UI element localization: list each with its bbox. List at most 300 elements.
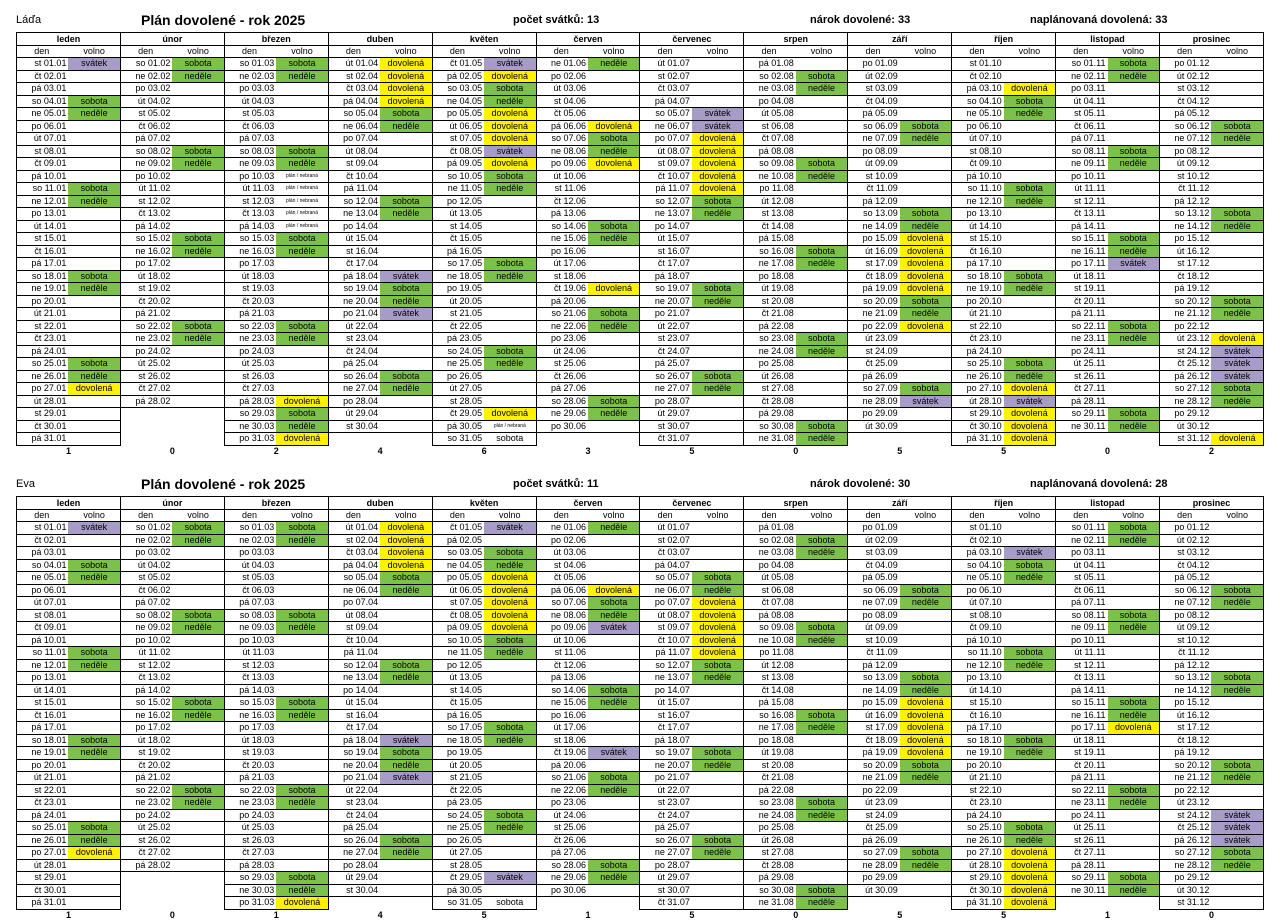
free-cell[interactable] (276, 108, 328, 121)
free-cell[interactable]: sobota (484, 433, 536, 446)
free-cell[interactable] (796, 584, 848, 597)
free-cell[interactable]: sobota (68, 358, 120, 371)
free-cell[interactable]: neděle (1004, 747, 1056, 760)
free-cell[interactable] (380, 170, 432, 183)
free-cell[interactable] (68, 897, 120, 910)
free-cell[interactable]: dovolená (1108, 722, 1160, 735)
free-cell[interactable] (172, 95, 224, 108)
free-cell[interactable]: dovolená (900, 747, 952, 760)
free-cell[interactable]: neděle (588, 233, 640, 246)
free-cell[interactable] (1004, 634, 1056, 647)
free-cell[interactable] (796, 233, 848, 246)
free-cell[interactable] (68, 220, 120, 233)
free-cell[interactable] (380, 634, 432, 647)
free-cell[interactable]: sobota (380, 747, 432, 760)
free-cell[interactable] (1004, 809, 1056, 822)
free-cell[interactable]: sobota (1108, 58, 1160, 71)
free-cell[interactable] (484, 395, 536, 408)
free-cell[interactable]: neděle (276, 158, 328, 171)
free-cell[interactable]: sobota (172, 233, 224, 246)
free-cell[interactable]: dovolená (1211, 433, 1263, 446)
free-cell[interactable]: dovolená (484, 158, 536, 171)
free-cell[interactable]: sobota (692, 370, 744, 383)
free-cell[interactable] (1211, 195, 1263, 208)
free-cell[interactable] (484, 308, 536, 321)
free-cell[interactable] (796, 822, 848, 835)
free-cell[interactable] (900, 647, 952, 660)
free-cell[interactable]: dovolená (380, 95, 432, 108)
free-cell[interactable]: dovolená (692, 158, 744, 171)
free-cell[interactable]: neděle (1211, 395, 1263, 408)
free-cell[interactable] (1211, 734, 1263, 747)
free-cell[interactable] (484, 709, 536, 722)
free-cell[interactable] (1108, 559, 1160, 572)
free-cell[interactable]: sobota (796, 622, 848, 635)
free-cell[interactable] (172, 308, 224, 321)
free-cell[interactable]: dovolená (900, 709, 952, 722)
free-cell[interactable] (172, 659, 224, 672)
free-cell[interactable] (796, 408, 848, 421)
free-cell[interactable] (1108, 308, 1160, 321)
free-cell[interactable]: sobota (276, 872, 328, 885)
free-cell[interactable] (900, 822, 952, 835)
free-cell[interactable]: plán / nebraná (484, 420, 536, 433)
free-cell[interactable] (68, 333, 120, 346)
free-cell[interactable] (68, 208, 120, 221)
free-cell[interactable] (1108, 183, 1160, 196)
free-cell[interactable] (276, 647, 328, 660)
free-cell[interactable] (796, 697, 848, 710)
free-cell[interactable]: plán / nebraná (276, 195, 328, 208)
free-cell[interactable] (380, 822, 432, 835)
free-cell[interactable]: sobota (68, 270, 120, 283)
free-cell[interactable]: sobota (692, 572, 744, 585)
free-cell[interactable] (172, 395, 224, 408)
free-cell[interactable] (68, 547, 120, 560)
free-cell[interactable]: dovolená (1004, 847, 1056, 860)
free-cell[interactable] (276, 822, 328, 835)
free-cell[interactable] (1108, 834, 1160, 847)
free-cell[interactable] (276, 120, 328, 133)
free-cell[interactable] (68, 622, 120, 635)
free-cell[interactable] (796, 747, 848, 760)
free-cell[interactable]: sobota (692, 747, 744, 760)
free-cell[interactable] (68, 634, 120, 647)
free-cell[interactable] (1211, 559, 1263, 572)
free-cell[interactable] (1211, 722, 1263, 735)
free-cell[interactable] (692, 884, 744, 897)
free-cell[interactable]: neděle (796, 433, 848, 446)
free-cell[interactable] (900, 634, 952, 647)
free-cell[interactable]: sobota (1108, 784, 1160, 797)
free-cell[interactable]: sobota (796, 245, 848, 258)
free-cell[interactable] (588, 208, 640, 221)
free-cell[interactable] (68, 245, 120, 258)
free-cell[interactable]: sobota (1211, 584, 1263, 597)
free-cell[interactable]: sobota (796, 797, 848, 810)
free-cell[interactable] (1108, 634, 1160, 647)
free-cell[interactable] (588, 884, 640, 897)
free-cell[interactable] (68, 70, 120, 83)
free-cell[interactable]: dovolená (692, 133, 744, 146)
free-cell[interactable] (380, 395, 432, 408)
free-cell[interactable]: neděle (588, 58, 640, 71)
free-cell[interactable] (1211, 534, 1263, 547)
free-cell[interactable] (1004, 158, 1056, 171)
free-cell[interactable]: sobota (1108, 233, 1160, 246)
free-cell[interactable] (68, 145, 120, 158)
free-cell[interactable] (1211, 634, 1263, 647)
free-cell[interactable]: neděle (588, 784, 640, 797)
free-cell[interactable]: neděle (380, 120, 432, 133)
free-cell[interactable] (692, 258, 744, 271)
free-cell[interactable]: sobota (380, 572, 432, 585)
free-cell[interactable] (692, 408, 744, 421)
free-cell[interactable]: neděle (68, 572, 120, 585)
free-cell[interactable] (1004, 133, 1056, 146)
free-cell[interactable] (276, 370, 328, 383)
free-cell[interactable] (172, 672, 224, 685)
free-cell[interactable]: neděle (1108, 884, 1160, 897)
free-cell[interactable]: dovolená (692, 183, 744, 196)
free-cell[interactable]: neděle (588, 408, 640, 421)
free-cell[interactable]: dovolená (900, 722, 952, 735)
free-cell[interactable] (796, 95, 848, 108)
free-cell[interactable]: neděle (1108, 534, 1160, 547)
free-cell[interactable] (1108, 897, 1160, 910)
free-cell[interactable]: dovolená (1004, 383, 1056, 396)
free-cell[interactable]: sobota (1004, 822, 1056, 835)
free-cell[interactable] (900, 834, 952, 847)
free-cell[interactable] (692, 859, 744, 872)
free-cell[interactable]: neděle (276, 333, 328, 346)
free-cell[interactable]: neděle (588, 609, 640, 622)
free-cell[interactable] (900, 809, 952, 822)
free-cell[interactable] (692, 345, 744, 358)
free-cell[interactable] (692, 809, 744, 822)
free-cell[interactable] (380, 345, 432, 358)
free-cell[interactable]: neděle (276, 622, 328, 635)
free-cell[interactable] (900, 897, 952, 910)
free-cell[interactable]: neděle (1211, 597, 1263, 610)
free-cell[interactable]: neděle (900, 772, 952, 785)
free-cell[interactable] (588, 245, 640, 258)
free-cell[interactable] (692, 822, 744, 835)
free-cell[interactable]: neděle (1211, 859, 1263, 872)
free-cell[interactable] (1108, 772, 1160, 785)
free-cell[interactable] (276, 684, 328, 697)
free-cell[interactable] (380, 145, 432, 158)
free-cell[interactable]: sobota (900, 120, 952, 133)
free-cell[interactable] (1108, 270, 1160, 283)
free-cell[interactable] (484, 283, 536, 296)
free-cell[interactable] (588, 672, 640, 685)
free-cell[interactable]: dovolená (900, 270, 952, 283)
free-cell[interactable]: sobota (588, 859, 640, 872)
free-cell[interactable]: neděle (484, 734, 536, 747)
free-cell[interactable] (1108, 759, 1160, 772)
free-cell[interactable] (1211, 872, 1263, 885)
free-cell[interactable]: neděle (692, 208, 744, 221)
free-cell[interactable] (796, 609, 848, 622)
free-cell[interactable]: neděle (68, 834, 120, 847)
free-cell[interactable]: dovolená (1004, 859, 1056, 872)
free-cell[interactable]: neděle (1211, 684, 1263, 697)
free-cell[interactable] (796, 834, 848, 847)
free-cell[interactable] (172, 358, 224, 371)
free-cell[interactable] (276, 95, 328, 108)
free-cell[interactable]: sobota (276, 408, 328, 421)
free-cell[interactable]: neděle (1108, 333, 1160, 346)
free-cell[interactable] (1211, 609, 1263, 622)
free-cell[interactable] (1108, 170, 1160, 183)
free-cell[interactable]: svátek (1108, 258, 1160, 271)
free-cell[interactable] (172, 759, 224, 772)
free-cell[interactable] (588, 333, 640, 346)
free-cell[interactable] (484, 697, 536, 710)
free-cell[interactable]: svátek (380, 772, 432, 785)
free-cell[interactable] (68, 158, 120, 171)
free-cell[interactable] (692, 83, 744, 96)
free-cell[interactable]: sobota (588, 220, 640, 233)
free-cell[interactable]: svátek (68, 58, 120, 71)
free-cell[interactable]: sobota (484, 634, 536, 647)
free-cell[interactable]: sobota (1004, 270, 1056, 283)
free-cell[interactable]: svátek (1004, 395, 1056, 408)
free-cell[interactable]: neděle (692, 759, 744, 772)
free-cell[interactable]: sobota (1004, 559, 1056, 572)
free-cell[interactable] (172, 195, 224, 208)
free-cell[interactable] (68, 672, 120, 685)
free-cell[interactable]: sobota (172, 320, 224, 333)
free-cell[interactable] (172, 897, 224, 910)
free-cell[interactable] (1211, 784, 1263, 797)
free-cell[interactable]: svátek (692, 108, 744, 121)
free-cell[interactable]: dovolená (1004, 897, 1056, 910)
free-cell[interactable] (1108, 83, 1160, 96)
free-cell[interactable]: dovolená (380, 547, 432, 560)
free-cell[interactable] (68, 722, 120, 735)
free-cell[interactable]: neděle (588, 320, 640, 333)
free-cell[interactable]: dovolená (1004, 884, 1056, 897)
free-cell[interactable]: dovolená (484, 597, 536, 610)
free-cell[interactable]: sobota (692, 283, 744, 296)
free-cell[interactable] (796, 370, 848, 383)
free-cell[interactable]: dovolená (900, 697, 952, 710)
free-cell[interactable]: sobota (796, 158, 848, 171)
free-cell[interactable]: sobota (796, 70, 848, 83)
free-cell[interactable] (692, 95, 744, 108)
free-cell[interactable] (796, 270, 848, 283)
free-cell[interactable]: sobota (172, 58, 224, 71)
free-cell[interactable] (380, 647, 432, 660)
free-cell[interactable]: dovolená (276, 395, 328, 408)
free-cell[interactable]: sobota (796, 709, 848, 722)
free-cell[interactable] (172, 847, 224, 860)
free-cell[interactable]: neděle (484, 559, 536, 572)
free-cell[interactable] (1211, 170, 1263, 183)
free-cell[interactable] (900, 408, 952, 421)
free-cell[interactable] (172, 108, 224, 121)
free-cell[interactable]: sobota (900, 672, 952, 685)
free-cell[interactable] (1108, 859, 1160, 872)
free-cell[interactable]: neděle (692, 672, 744, 685)
free-cell[interactable] (1211, 897, 1263, 910)
free-cell[interactable]: dovolená (276, 433, 328, 446)
free-cell[interactable]: neděle (68, 370, 120, 383)
free-cell[interactable] (900, 70, 952, 83)
free-cell[interactable]: sobota (1004, 734, 1056, 747)
free-cell[interactable]: sobota (796, 420, 848, 433)
free-cell[interactable] (1004, 120, 1056, 133)
free-cell[interactable]: dovolená (692, 634, 744, 647)
free-cell[interactable] (1108, 208, 1160, 221)
free-cell[interactable] (68, 233, 120, 246)
free-cell[interactable] (588, 170, 640, 183)
free-cell[interactable]: sobota (380, 283, 432, 296)
free-cell[interactable] (900, 370, 952, 383)
free-cell[interactable] (380, 433, 432, 446)
free-cell[interactable]: neděle (172, 70, 224, 83)
free-cell[interactable] (1211, 884, 1263, 897)
free-cell[interactable]: neděle (484, 358, 536, 371)
free-cell[interactable]: sobota (484, 547, 536, 560)
free-cell[interactable] (588, 822, 640, 835)
free-cell[interactable] (172, 208, 224, 221)
free-cell[interactable]: sobota (1211, 847, 1263, 860)
free-cell[interactable]: neděle (900, 597, 952, 610)
free-cell[interactable] (692, 797, 744, 810)
free-cell[interactable] (484, 834, 536, 847)
free-cell[interactable] (1211, 70, 1263, 83)
free-cell[interactable] (1004, 320, 1056, 333)
free-cell[interactable]: dovolená (484, 584, 536, 597)
free-cell[interactable] (276, 258, 328, 271)
free-cell[interactable] (276, 308, 328, 321)
free-cell[interactable] (900, 784, 952, 797)
free-cell[interactable] (796, 522, 848, 535)
free-cell[interactable] (276, 634, 328, 647)
free-cell[interactable] (796, 295, 848, 308)
free-cell[interactable]: dovolená (900, 258, 952, 271)
free-cell[interactable] (1108, 572, 1160, 585)
free-cell[interactable]: neděle (380, 295, 432, 308)
free-cell[interactable] (276, 133, 328, 146)
free-cell[interactable]: sobota (276, 609, 328, 622)
free-cell[interactable]: dovolená (692, 145, 744, 158)
free-cell[interactable] (692, 734, 744, 747)
free-cell[interactable]: svátek (1211, 370, 1263, 383)
free-cell[interactable] (1108, 684, 1160, 697)
free-cell[interactable] (1211, 647, 1263, 660)
free-cell[interactable] (68, 408, 120, 421)
free-cell[interactable] (692, 547, 744, 560)
free-cell[interactable]: svátek (68, 522, 120, 535)
free-cell[interactable] (588, 734, 640, 747)
free-cell[interactable] (692, 58, 744, 71)
free-cell[interactable] (380, 872, 432, 885)
free-cell[interactable] (1004, 622, 1056, 635)
free-cell[interactable]: dovolená (484, 609, 536, 622)
free-cell[interactable]: sobota (1004, 358, 1056, 371)
free-cell[interactable] (796, 572, 848, 585)
free-cell[interactable] (1004, 772, 1056, 785)
free-cell[interactable] (692, 308, 744, 321)
free-cell[interactable] (1211, 709, 1263, 722)
free-cell[interactable] (588, 709, 640, 722)
free-cell[interactable]: dovolená (380, 559, 432, 572)
free-cell[interactable]: neděle (900, 859, 952, 872)
free-cell[interactable] (380, 597, 432, 610)
free-cell[interactable]: sobota (900, 383, 952, 396)
free-cell[interactable] (68, 308, 120, 321)
free-cell[interactable] (380, 220, 432, 233)
free-cell[interactable] (484, 534, 536, 547)
free-cell[interactable]: neděle (172, 333, 224, 346)
free-cell[interactable]: neděle (380, 584, 432, 597)
free-cell[interactable]: sobota (588, 684, 640, 697)
free-cell[interactable] (172, 283, 224, 296)
free-cell[interactable] (692, 233, 744, 246)
free-cell[interactable] (900, 195, 952, 208)
free-cell[interactable]: svátek (1211, 809, 1263, 822)
free-cell[interactable]: neděle (1211, 772, 1263, 785)
free-cell[interactable]: neděle (692, 584, 744, 597)
free-cell[interactable]: neděle (692, 295, 744, 308)
free-cell[interactable] (68, 345, 120, 358)
free-cell[interactable] (380, 358, 432, 371)
free-cell[interactable] (1108, 734, 1160, 747)
free-cell[interactable] (68, 170, 120, 183)
free-cell[interactable] (276, 547, 328, 560)
free-cell[interactable] (68, 884, 120, 897)
free-cell[interactable] (588, 70, 640, 83)
free-cell[interactable]: sobota (276, 697, 328, 710)
free-cell[interactable]: sobota (1211, 295, 1263, 308)
free-cell[interactable]: dovolená (68, 383, 120, 396)
free-cell[interactable] (1108, 747, 1160, 760)
free-cell[interactable] (68, 433, 120, 446)
free-cell[interactable]: dovolená (484, 133, 536, 146)
free-cell[interactable] (900, 170, 952, 183)
free-cell[interactable] (484, 333, 536, 346)
free-cell[interactable]: sobota (900, 208, 952, 221)
free-cell[interactable] (588, 95, 640, 108)
free-cell[interactable] (692, 522, 744, 535)
free-cell[interactable] (172, 345, 224, 358)
free-cell[interactable] (900, 659, 952, 672)
free-cell[interactable] (1211, 145, 1263, 158)
free-cell[interactable]: neděle (68, 283, 120, 296)
free-cell[interactable]: neděle (172, 709, 224, 722)
free-cell[interactable]: sobota (692, 659, 744, 672)
free-cell[interactable] (276, 859, 328, 872)
free-cell[interactable] (900, 572, 952, 585)
free-cell[interactable] (380, 245, 432, 258)
free-cell[interactable]: dovolená (1004, 872, 1056, 885)
free-cell[interactable]: neděle (588, 522, 640, 535)
free-cell[interactable] (692, 270, 744, 283)
free-cell[interactable] (692, 358, 744, 371)
free-cell[interactable]: sobota (172, 522, 224, 535)
free-cell[interactable] (1004, 245, 1056, 258)
free-cell[interactable] (900, 797, 952, 810)
free-cell[interactable] (796, 684, 848, 697)
free-cell[interactable]: dovolená (1004, 83, 1056, 96)
free-cell[interactable] (1108, 647, 1160, 660)
free-cell[interactable]: sobota (1211, 208, 1263, 221)
free-cell[interactable]: dovolená (588, 283, 640, 296)
